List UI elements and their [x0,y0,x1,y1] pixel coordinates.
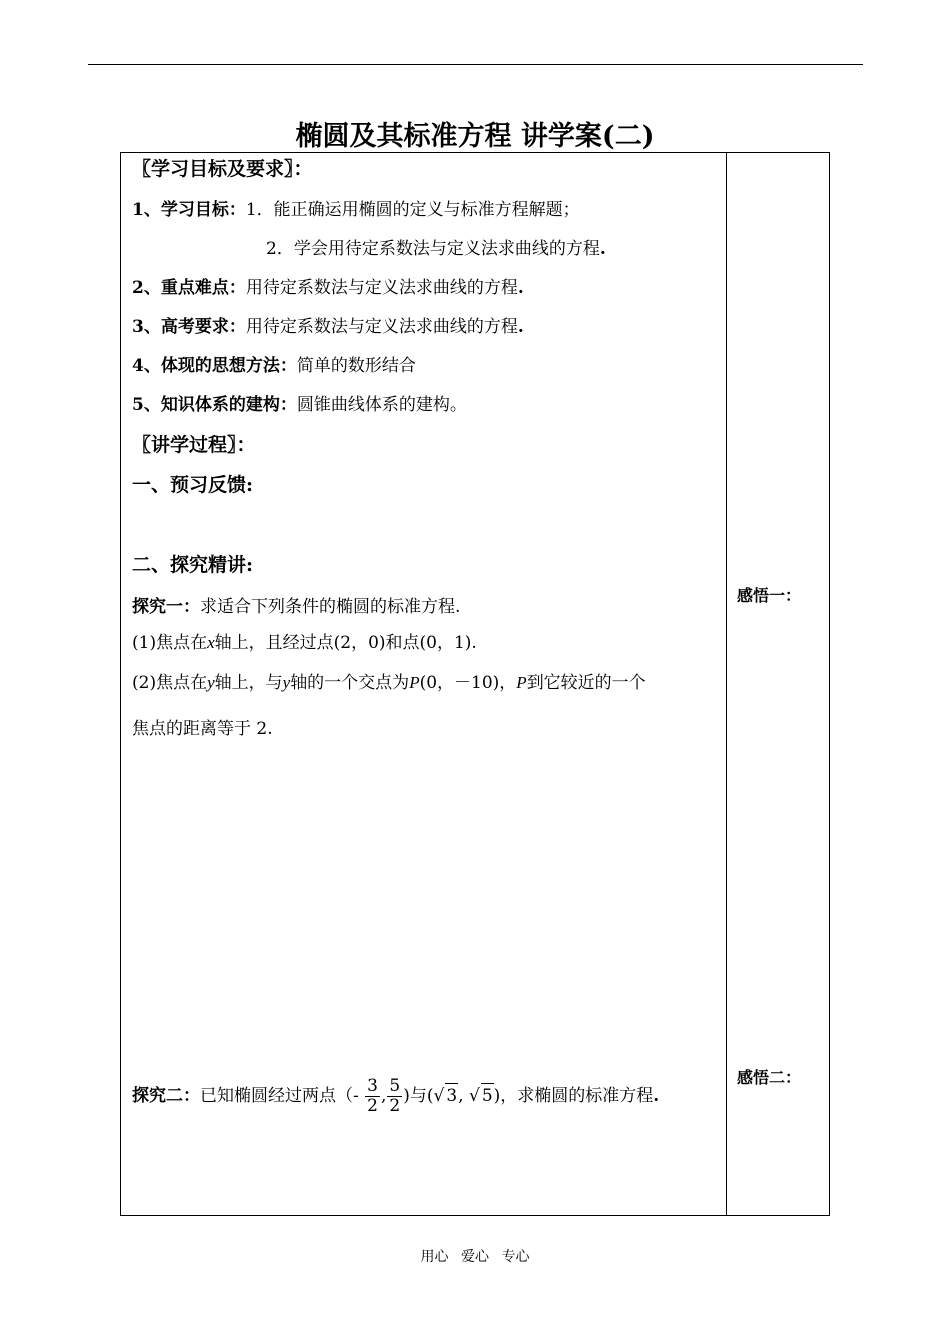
q2-point-p2: P [516,673,527,692]
explore-1-label: 探究一： [132,597,200,617]
system-row [132,393,467,417]
explore-2-label: 探究二： [132,1086,200,1106]
fraction-2 [387,1077,402,1116]
q2-text-a: (2)焦点在 [132,673,208,693]
sqrt-5: 5 [481,1083,494,1108]
insight-1-label: 感悟一： [737,586,802,605]
section-explore: 二、探究精讲: [132,554,254,576]
focus-text: 用待定系数法与定义法求曲线的方程 [245,278,518,298]
q1-text-a: (1)焦点在 [132,633,208,653]
system-label: 5、知识体系的建构： [132,395,297,415]
explore-1-text: 求适合下列条件的椭圆的标准方程. [200,597,461,617]
q2-text-c: 轴的一个交点为 [290,673,410,693]
q2-var-y2: y [282,673,291,692]
fraction-1-den: 2 [367,1096,378,1116]
q2-point-p1: P [409,673,420,692]
q2-text-b: 轴上，与 [214,673,283,693]
goal-2: 2．学会用待定系数法与定义法求曲线的方程 [266,239,600,259]
goal-1: 1．能正确运用椭圆的定义与标准方程解题； [245,200,580,220]
exam-label: 3、高考要求： [132,317,246,337]
explore-1-row [132,595,460,619]
page-footer: 用心 爱心 专心 [420,1249,530,1265]
explore-2-text-b: ，求椭圆的标准方程 [500,1086,654,1106]
process-header: 〖讲学过程〗： [132,434,256,456]
close-paren: ) [493,1086,501,1106]
section-preview-feedback: 一、预习反馈: [132,474,254,496]
comma-1: , [380,1086,387,1106]
focus-label: 2、重点难点： [132,278,246,298]
connector-text: )与( [403,1086,434,1106]
exam-row: 3、高考要求：用待定系数法与定义法求曲线的方程. [132,317,524,337]
explore-2-row: 探究二：已知椭圆经过两点（- $\frac{3}{2}$ , $\frac{5}{2}$ )与(√ 3, √ 5)，求椭圆的标准方程. [132,1076,660,1116]
insight-2-label: 感悟二： [737,1068,802,1087]
method-text: 简单的数形结合 [296,356,416,376]
explore-1-q2 [132,671,646,695]
goal-label: 1、学习目标： [132,200,246,220]
sqrt-3: 3 [445,1083,458,1108]
system-text: 圆锥曲线体系的建构。 [296,395,467,415]
fraction-2-num: 5 [389,1076,401,1096]
explore-1-q2-line2: 焦点的距离等于 2. [132,719,273,739]
page-title: 椭圆及其标准方程 讲学案(二) [295,121,655,152]
q2-var-y1: y [207,673,215,692]
objectives-header: 〖学习目标及要求〗： [132,158,313,180]
exam-text: 用待定系数法与定义法求曲线的方程 [245,317,518,337]
method-label: 4、体现的思想方法： [132,356,297,376]
q1-var-x: x [207,633,215,652]
q1-text-b: 轴上，且经过点(2，0)和点(0，1). [214,633,477,653]
lesson-table [120,152,830,1216]
explore-2-text-a: 已知椭圆经过两点（ [200,1086,353,1106]
comma-2: , [458,1086,464,1106]
header-rule [88,64,863,65]
focus-row: 2、重点难点：用待定系数法与定义法求曲线的方程. [132,278,524,298]
point-formula: - $\frac{3}{2}$ , $\frac{5}{2}$ )与(√ 3, √ 5) [353,1076,501,1116]
fraction-1 [365,1077,380,1116]
minus-sign: - [353,1086,359,1106]
fraction-2-den: 2 [389,1096,401,1116]
method-row [132,354,416,378]
goal-2-row: 2．学会用待定系数法与定义法求曲线的方程. [266,239,606,259]
fraction-1-num: 3 [367,1076,378,1096]
q2-text-e: 到它较近的一个 [526,673,646,693]
column-divider [726,153,727,1215]
explore-1-q1 [132,631,477,655]
goal-row [132,198,580,222]
q2-text-d: (0，－10)， [419,673,517,693]
